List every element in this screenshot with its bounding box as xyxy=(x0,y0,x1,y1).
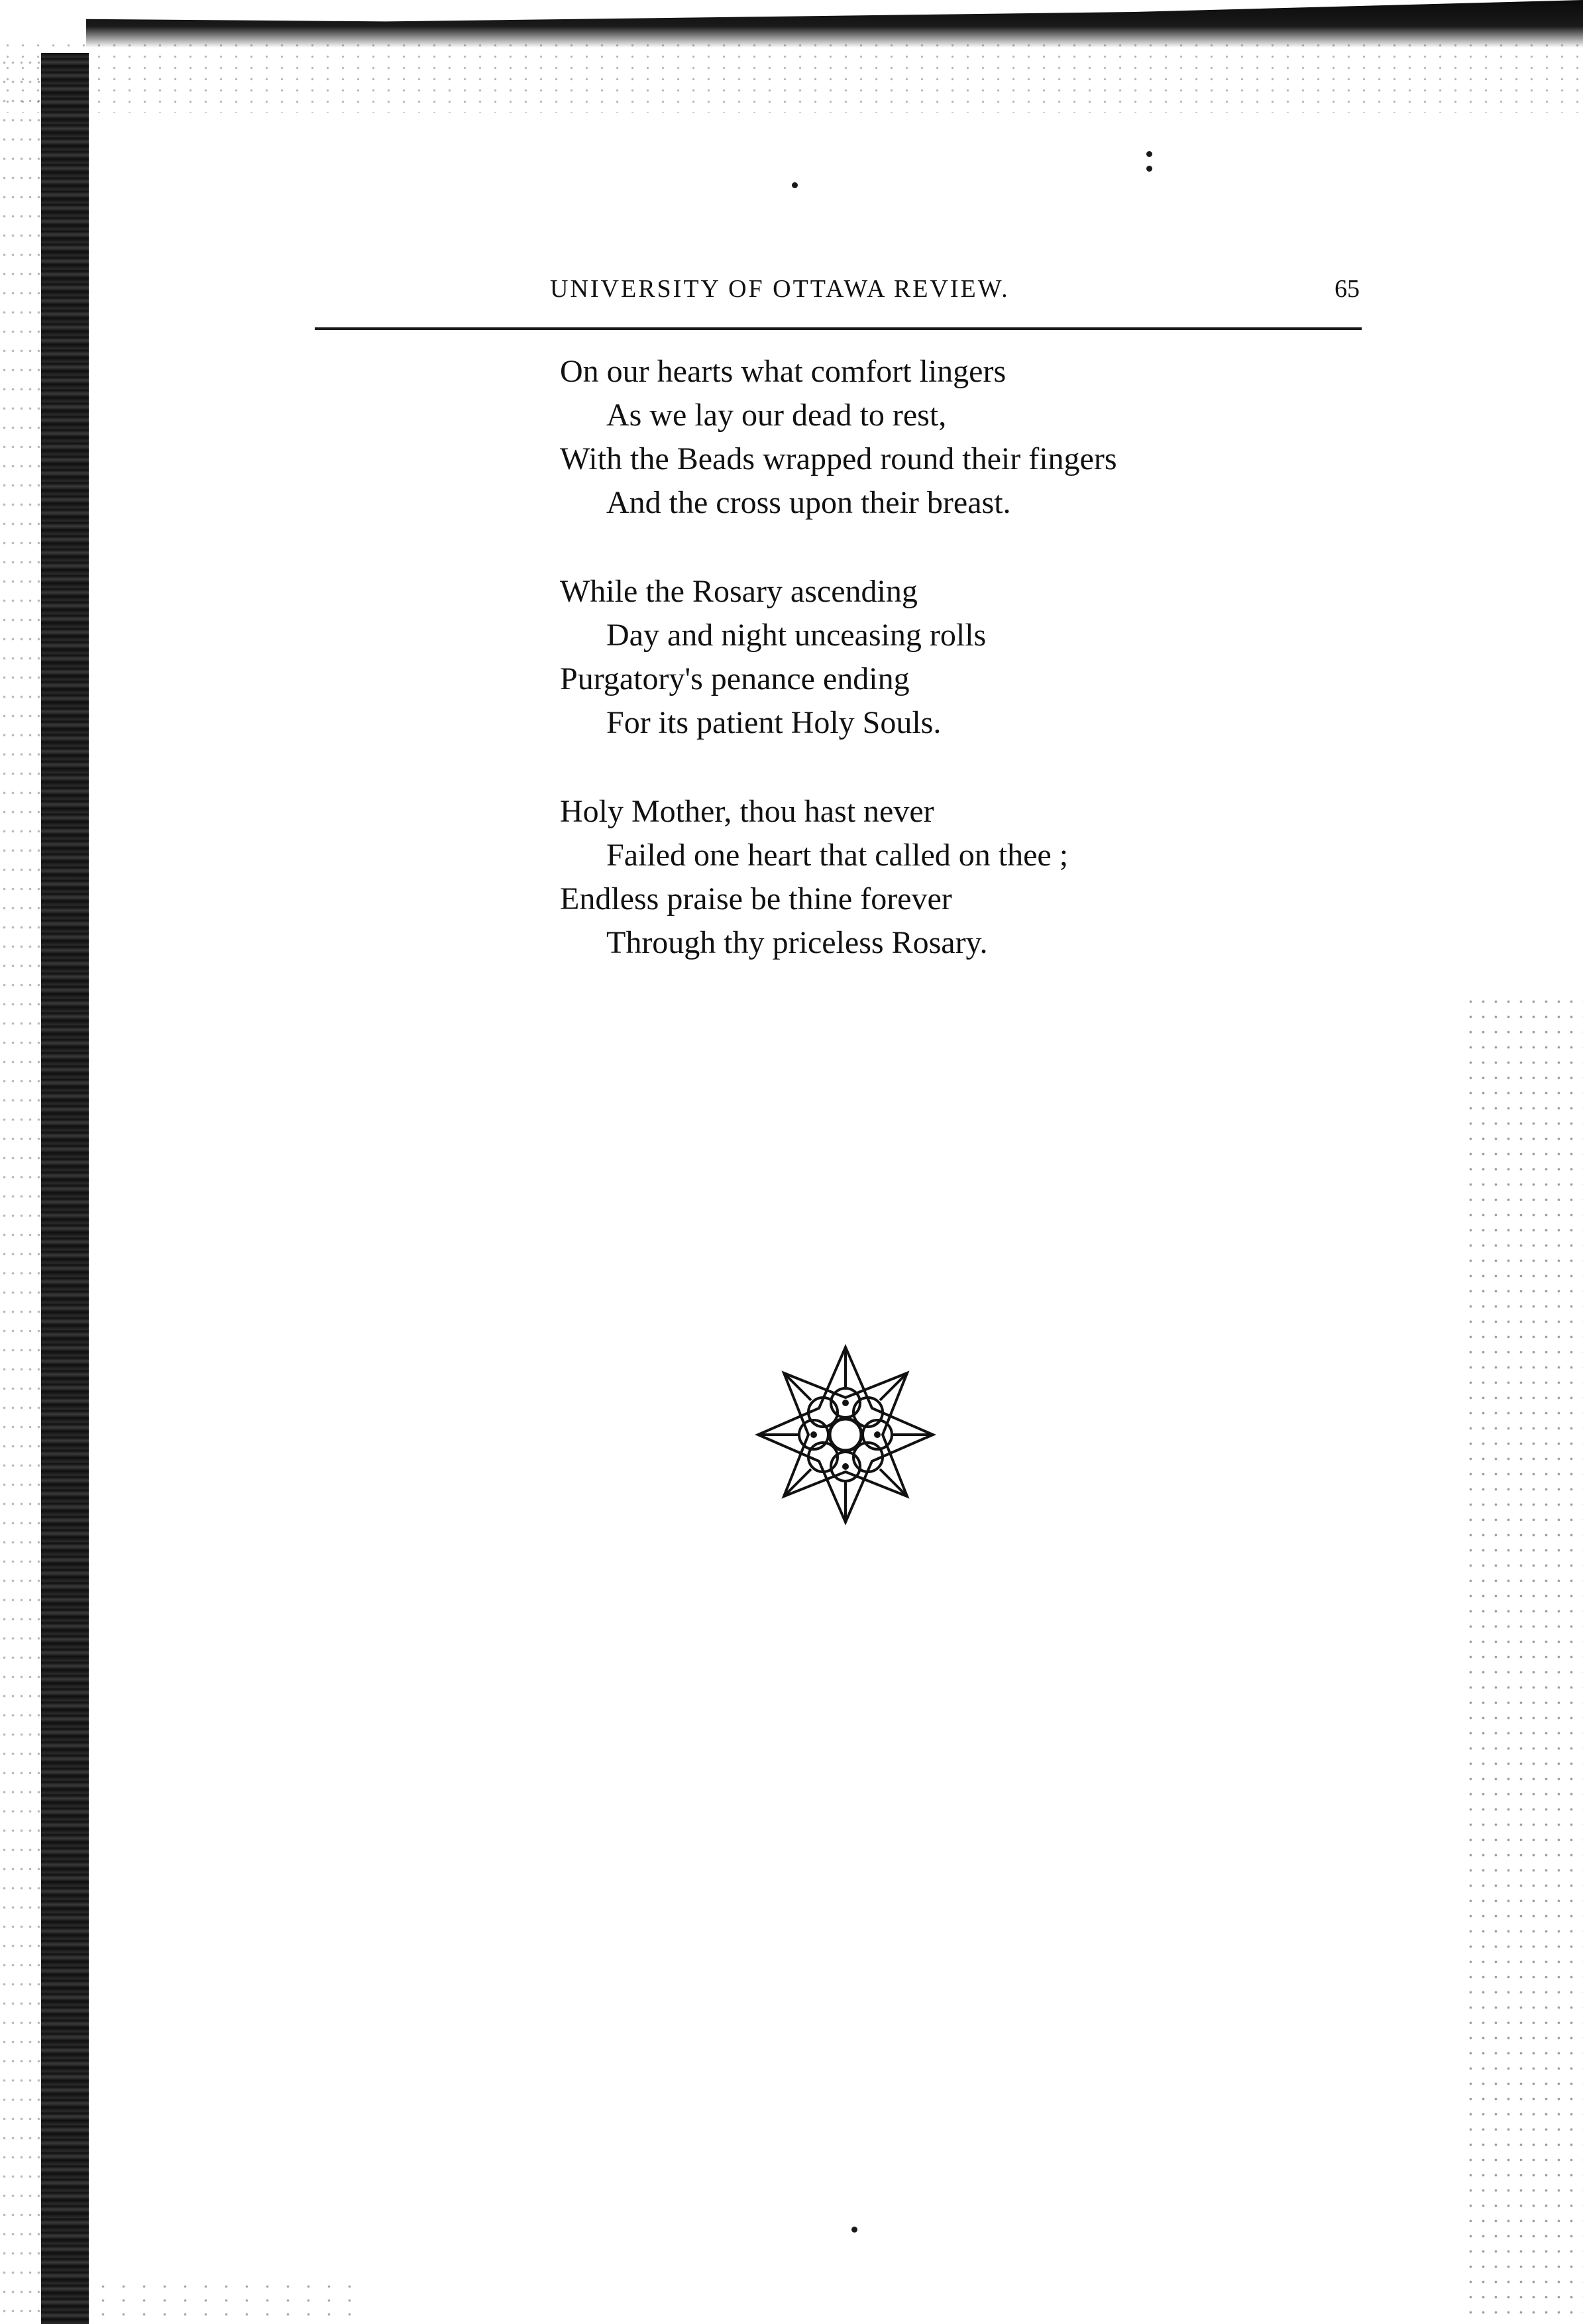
running-title: UNIVERSITY OF OTTAWA REVIEW. xyxy=(550,275,1010,303)
header-rule xyxy=(315,327,1362,330)
scan-speck xyxy=(792,182,798,188)
stanza-3 xyxy=(560,790,1355,965)
poem-line: Endless praise be thine forever xyxy=(560,881,952,916)
page-number: 65 xyxy=(1335,275,1360,303)
poem-line: Failed one heart that called on thee ; xyxy=(606,838,1069,873)
scan-right-speckle xyxy=(1464,994,1583,2324)
scan-speck xyxy=(851,2227,857,2233)
scan-binding-edge xyxy=(0,53,40,2324)
scan-speck xyxy=(1146,151,1152,157)
book-binding-strip xyxy=(41,53,89,2324)
scan-speck xyxy=(1146,166,1152,172)
poem-line: As we lay our dead to rest, xyxy=(606,398,947,433)
poem-line: For its patient Holy Souls. xyxy=(606,705,942,740)
stanza-2 xyxy=(560,570,1355,745)
poem-line: With the Beads wrapped round their fingers xyxy=(560,441,1117,476)
running-head xyxy=(311,269,1365,315)
scan-bottom-speckle xyxy=(93,2280,358,2319)
poem-line: Purgatory's penance ending xyxy=(560,661,910,696)
poem-line: Through thy priceless Rosary. xyxy=(606,925,988,960)
poem-line: Day and night unceasing rolls xyxy=(606,618,987,653)
poem-line: Holy Mother, thou hast never xyxy=(560,794,934,829)
eight-point-star-flower-icon xyxy=(753,1342,938,1527)
scan-top-speckle xyxy=(0,40,1583,113)
poem xyxy=(560,350,1355,1010)
poem-line: While the Rosary ascending xyxy=(560,574,918,609)
stanza-1 xyxy=(560,350,1355,525)
poem-line: On our hearts what comfort lingers xyxy=(560,354,1007,389)
poem-line: And the cross upon their breast. xyxy=(606,485,1011,520)
